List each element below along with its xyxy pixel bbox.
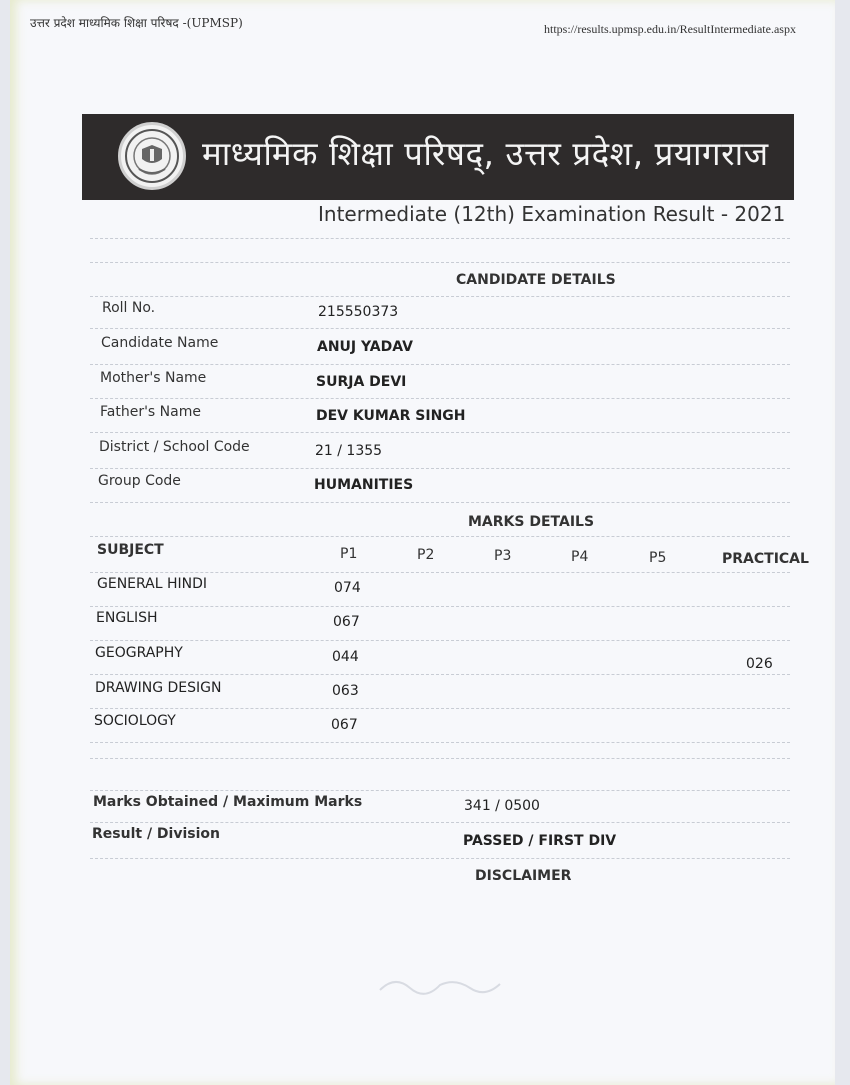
p1-cell: 063 (332, 683, 359, 699)
p1-cell: 074 (334, 580, 361, 596)
result-division-label: Result / Division (92, 826, 220, 842)
divider (90, 674, 790, 675)
father-name-label: Father's Name (100, 404, 201, 420)
col-p3: P3 (494, 548, 512, 564)
subject-cell: GENERAL HINDI (97, 576, 208, 592)
roll-no-label: Roll No. (102, 300, 156, 316)
divider (90, 238, 790, 239)
disclaimer-heading: DISCLAIMER (475, 868, 572, 884)
divider (90, 262, 790, 263)
subject-cell: ENGLISH (96, 610, 158, 626)
upmsp-emblem-icon (118, 122, 186, 190)
divider (90, 468, 790, 469)
print-header-url: https://results.upmsp.edu.in/ResultIntermediate.aspx (544, 22, 796, 36)
practical-cell: 026 (746, 656, 773, 672)
divider (90, 432, 790, 433)
roll-no-value: 215550373 (318, 304, 399, 320)
divider (90, 606, 790, 607)
divider (90, 758, 790, 759)
divider (90, 790, 790, 791)
divider (90, 398, 790, 399)
subject-cell: DRAWING DESIGN (95, 680, 222, 696)
candidate-name-label: Candidate Name (101, 335, 219, 351)
divider (90, 502, 790, 503)
marks-obtained-label: Marks Obtained / Maximum Marks (93, 794, 363, 810)
candidate-details-heading: CANDIDATE DETAILS (456, 272, 616, 288)
group-code-value: HUMANITIES (314, 477, 414, 493)
col-p1: P1 (340, 546, 358, 562)
p1-cell: 067 (333, 614, 360, 630)
faint-handwriting-mark (375, 970, 505, 1000)
marks-obtained-value: 341 / 0500 (464, 798, 540, 814)
col-subject: SUBJECT (97, 542, 164, 558)
district-school-code-label: District / School Code (99, 439, 250, 455)
divider (90, 858, 790, 859)
divider (90, 640, 790, 641)
result-division-value: PASSED / FIRST DIV (463, 833, 617, 849)
divider (90, 708, 790, 709)
father-name-value: DEV KUMAR SINGH (316, 408, 466, 424)
print-header-title: उत्तर प्रदेश माध्यमिक शिक्षा परिषद -(UPMSP) (30, 16, 243, 30)
mother-name-value: SURJA DEVI (316, 374, 407, 390)
col-p5: P5 (649, 550, 667, 566)
marks-details-heading: MARKS DETAILS (468, 514, 595, 530)
divider (90, 572, 790, 573)
subject-cell: GEOGRAPHY (95, 645, 183, 661)
subject-cell: SOCIOLOGY (94, 713, 176, 729)
header-banner (82, 114, 794, 200)
p1-cell: 067 (331, 717, 358, 733)
mother-name-label: Mother's Name (100, 370, 207, 386)
p1-cell: 044 (332, 649, 359, 665)
divider (90, 536, 790, 537)
divider (90, 822, 790, 823)
banner-title: माध्यमिक शिक्षा परिषद्, उत्तर प्रदेश, प्रयागराज (202, 134, 769, 173)
divider (90, 296, 790, 297)
district-school-code-value: 21 / 1355 (315, 443, 383, 459)
col-practical-container (722, 551, 809, 571)
col-p2: P2 (417, 547, 435, 563)
col-practical: PRACTICAL (722, 551, 809, 567)
col-p4: P4 (571, 549, 589, 565)
divider (90, 328, 790, 329)
divider (90, 364, 790, 365)
divider (90, 742, 790, 743)
page-title: Intermediate (12th) Examination Result - 2021 (318, 202, 786, 226)
candidate-name-value: ANUJ YADAV (317, 339, 413, 355)
group-code-label: Group Code (98, 473, 181, 489)
